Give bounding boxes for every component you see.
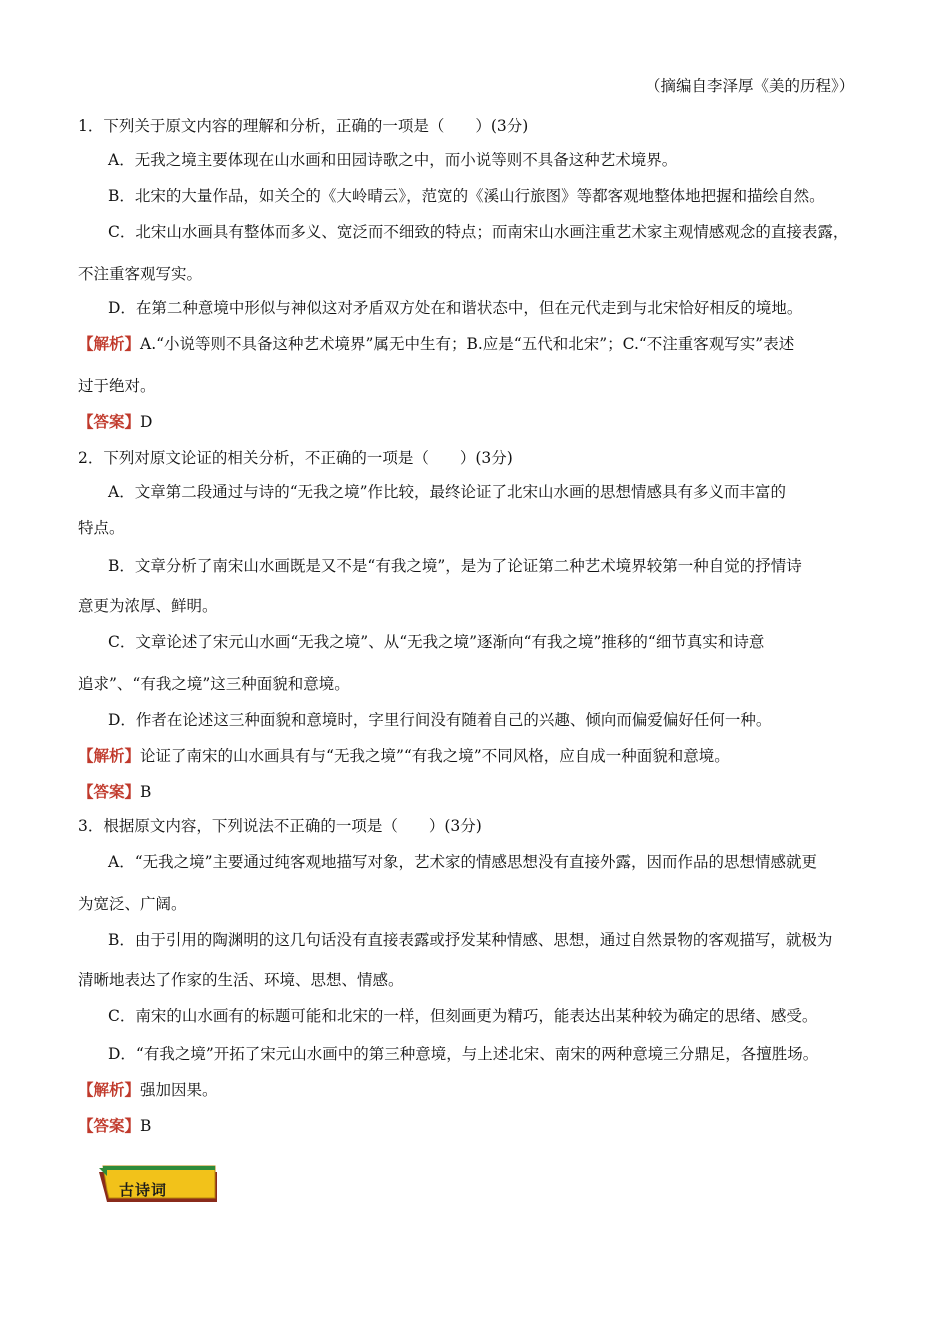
q1-analysis-line2: 过于绝对。 bbox=[78, 377, 156, 395]
q3-option-b-line1: B．由于引用的陶渊明的这几句话没有直接表露或抒发某种情感、思想，通过自然景物的客观描写，就极为 bbox=[108, 931, 833, 949]
q3-analysis bbox=[78, 1080, 218, 1100]
q2-option-c-line2: 追求”、“有我之境”这三种面貌和意境。 bbox=[78, 675, 350, 693]
q3-stem: 3．根据原文内容，下列说法不正确的一项是（ ）(3分) bbox=[78, 817, 482, 835]
q3-answer bbox=[78, 1116, 151, 1136]
q2-option-a-line1: A．文章第二段通过与诗的“无我之境”作比较，最终论证了北宋山水画的思想情感具有多义而丰富的 bbox=[108, 483, 787, 501]
q1-option-c-line1: C．北宋山水画具有整体而多义、宽泛而不细致的特点；而南宋山水画注重艺术家主观情感观念的直接表露， bbox=[108, 223, 849, 241]
q2-analysis-text: 论证了南宋的山水画具有与“无我之境”“有我之境”不同风格，应自成一种面貌和意境。 bbox=[140, 747, 730, 765]
q2-option-b-line2: 意更为浓厚、鲜明。 bbox=[78, 597, 218, 615]
source-citation: （摘编自李泽厚《美的历程》） bbox=[645, 77, 855, 95]
q2-analysis bbox=[78, 746, 730, 766]
answer-tag: 【答案】 bbox=[78, 1116, 141, 1135]
q1-option-b: B．北宋的大量作品，如关仝的《大岭晴云》，范宽的《溪山行旅图》等都客观地整体地把握和描绘自然。 bbox=[108, 187, 825, 205]
q1-answer bbox=[78, 412, 152, 432]
q3-answer-value: B bbox=[140, 1117, 152, 1135]
q3-option-a-line2: 为宽泛、广阔。 bbox=[78, 895, 187, 913]
answer-tag: 【答案】 bbox=[78, 412, 141, 431]
q1-option-d: D．在第二种意境中形似与神似这对矛盾双方处在和谐状态中，但在元代走到与北宋恰好相反的境地。 bbox=[108, 299, 803, 317]
q1-option-a: A．无我之境主要体现在山水画和田园诗歌之中，而小说等则不具备这种艺术境界。 bbox=[108, 151, 678, 169]
q2-stem: 2．下列对原文论证的相关分析，不正确的一项是（ ）(3分) bbox=[78, 449, 513, 467]
q2-option-c-line1: C．文章论述了宋元山水画“无我之境”、从“无我之境”逐渐向“有我之境”推移的“细节真实和诗意 bbox=[108, 633, 765, 651]
section-badge-label: 古诗词 bbox=[119, 1181, 168, 1199]
analysis-tag: 【解析】 bbox=[78, 1080, 141, 1099]
q1-analysis-text: A.“小说等则不具备这种艺术境界”属无中生有；B.应是“五代和北宋”；C.“不注重客观写实”表述 bbox=[140, 335, 795, 353]
q2-option-b-line1: B．文章分析了南宋山水画既是又不是“有我之境”，是为了论证第二种艺术境界较第一种自觉的抒情诗 bbox=[108, 557, 802, 575]
q2-option-d: D．作者在论述这三种面貌和意境时，字里行间没有随着自己的兴趣、倾向而偏爱偏好任何一种。 bbox=[108, 711, 772, 729]
q1-analysis bbox=[78, 334, 794, 354]
q2-answer-value: B bbox=[140, 783, 152, 801]
analysis-tag: 【解析】 bbox=[78, 746, 141, 765]
q3-option-d: D．“有我之境”开拓了宋元山水画中的第三种意境，与上述北宋、南宋的两种意境三分鼎足，各擅胜场。 bbox=[108, 1045, 819, 1063]
answer-tag: 【答案】 bbox=[78, 782, 141, 801]
q1-answer-value: D bbox=[140, 413, 153, 431]
q3-option-b-line2: 清晰地表达了作家的生活、环境、思想、情感。 bbox=[78, 971, 404, 989]
q3-analysis-text: 强加因果。 bbox=[140, 1081, 218, 1099]
q3-option-a-line1: A．“无我之境”主要通过纯客观地描写对象，艺术家的情感思想没有直接外露，因而作品的思想情感就更 bbox=[108, 853, 818, 871]
section-badge-gushici bbox=[97, 1164, 219, 1204]
q2-option-a-line2: 特点。 bbox=[78, 519, 125, 537]
q2-answer bbox=[78, 782, 151, 802]
q3-option-c: C．南宋的山水画有的标题可能和北宋的一样，但刻画更为精巧，能表达出某种较为确定的思绪、感受。 bbox=[108, 1007, 818, 1025]
analysis-tag: 【解析】 bbox=[78, 334, 141, 353]
q1-stem: 1．下列关于原文内容的理解和分析，正确的一项是（ ）(3分) bbox=[78, 117, 529, 135]
q1-option-c-line2: 不注重客观写实。 bbox=[78, 265, 203, 283]
